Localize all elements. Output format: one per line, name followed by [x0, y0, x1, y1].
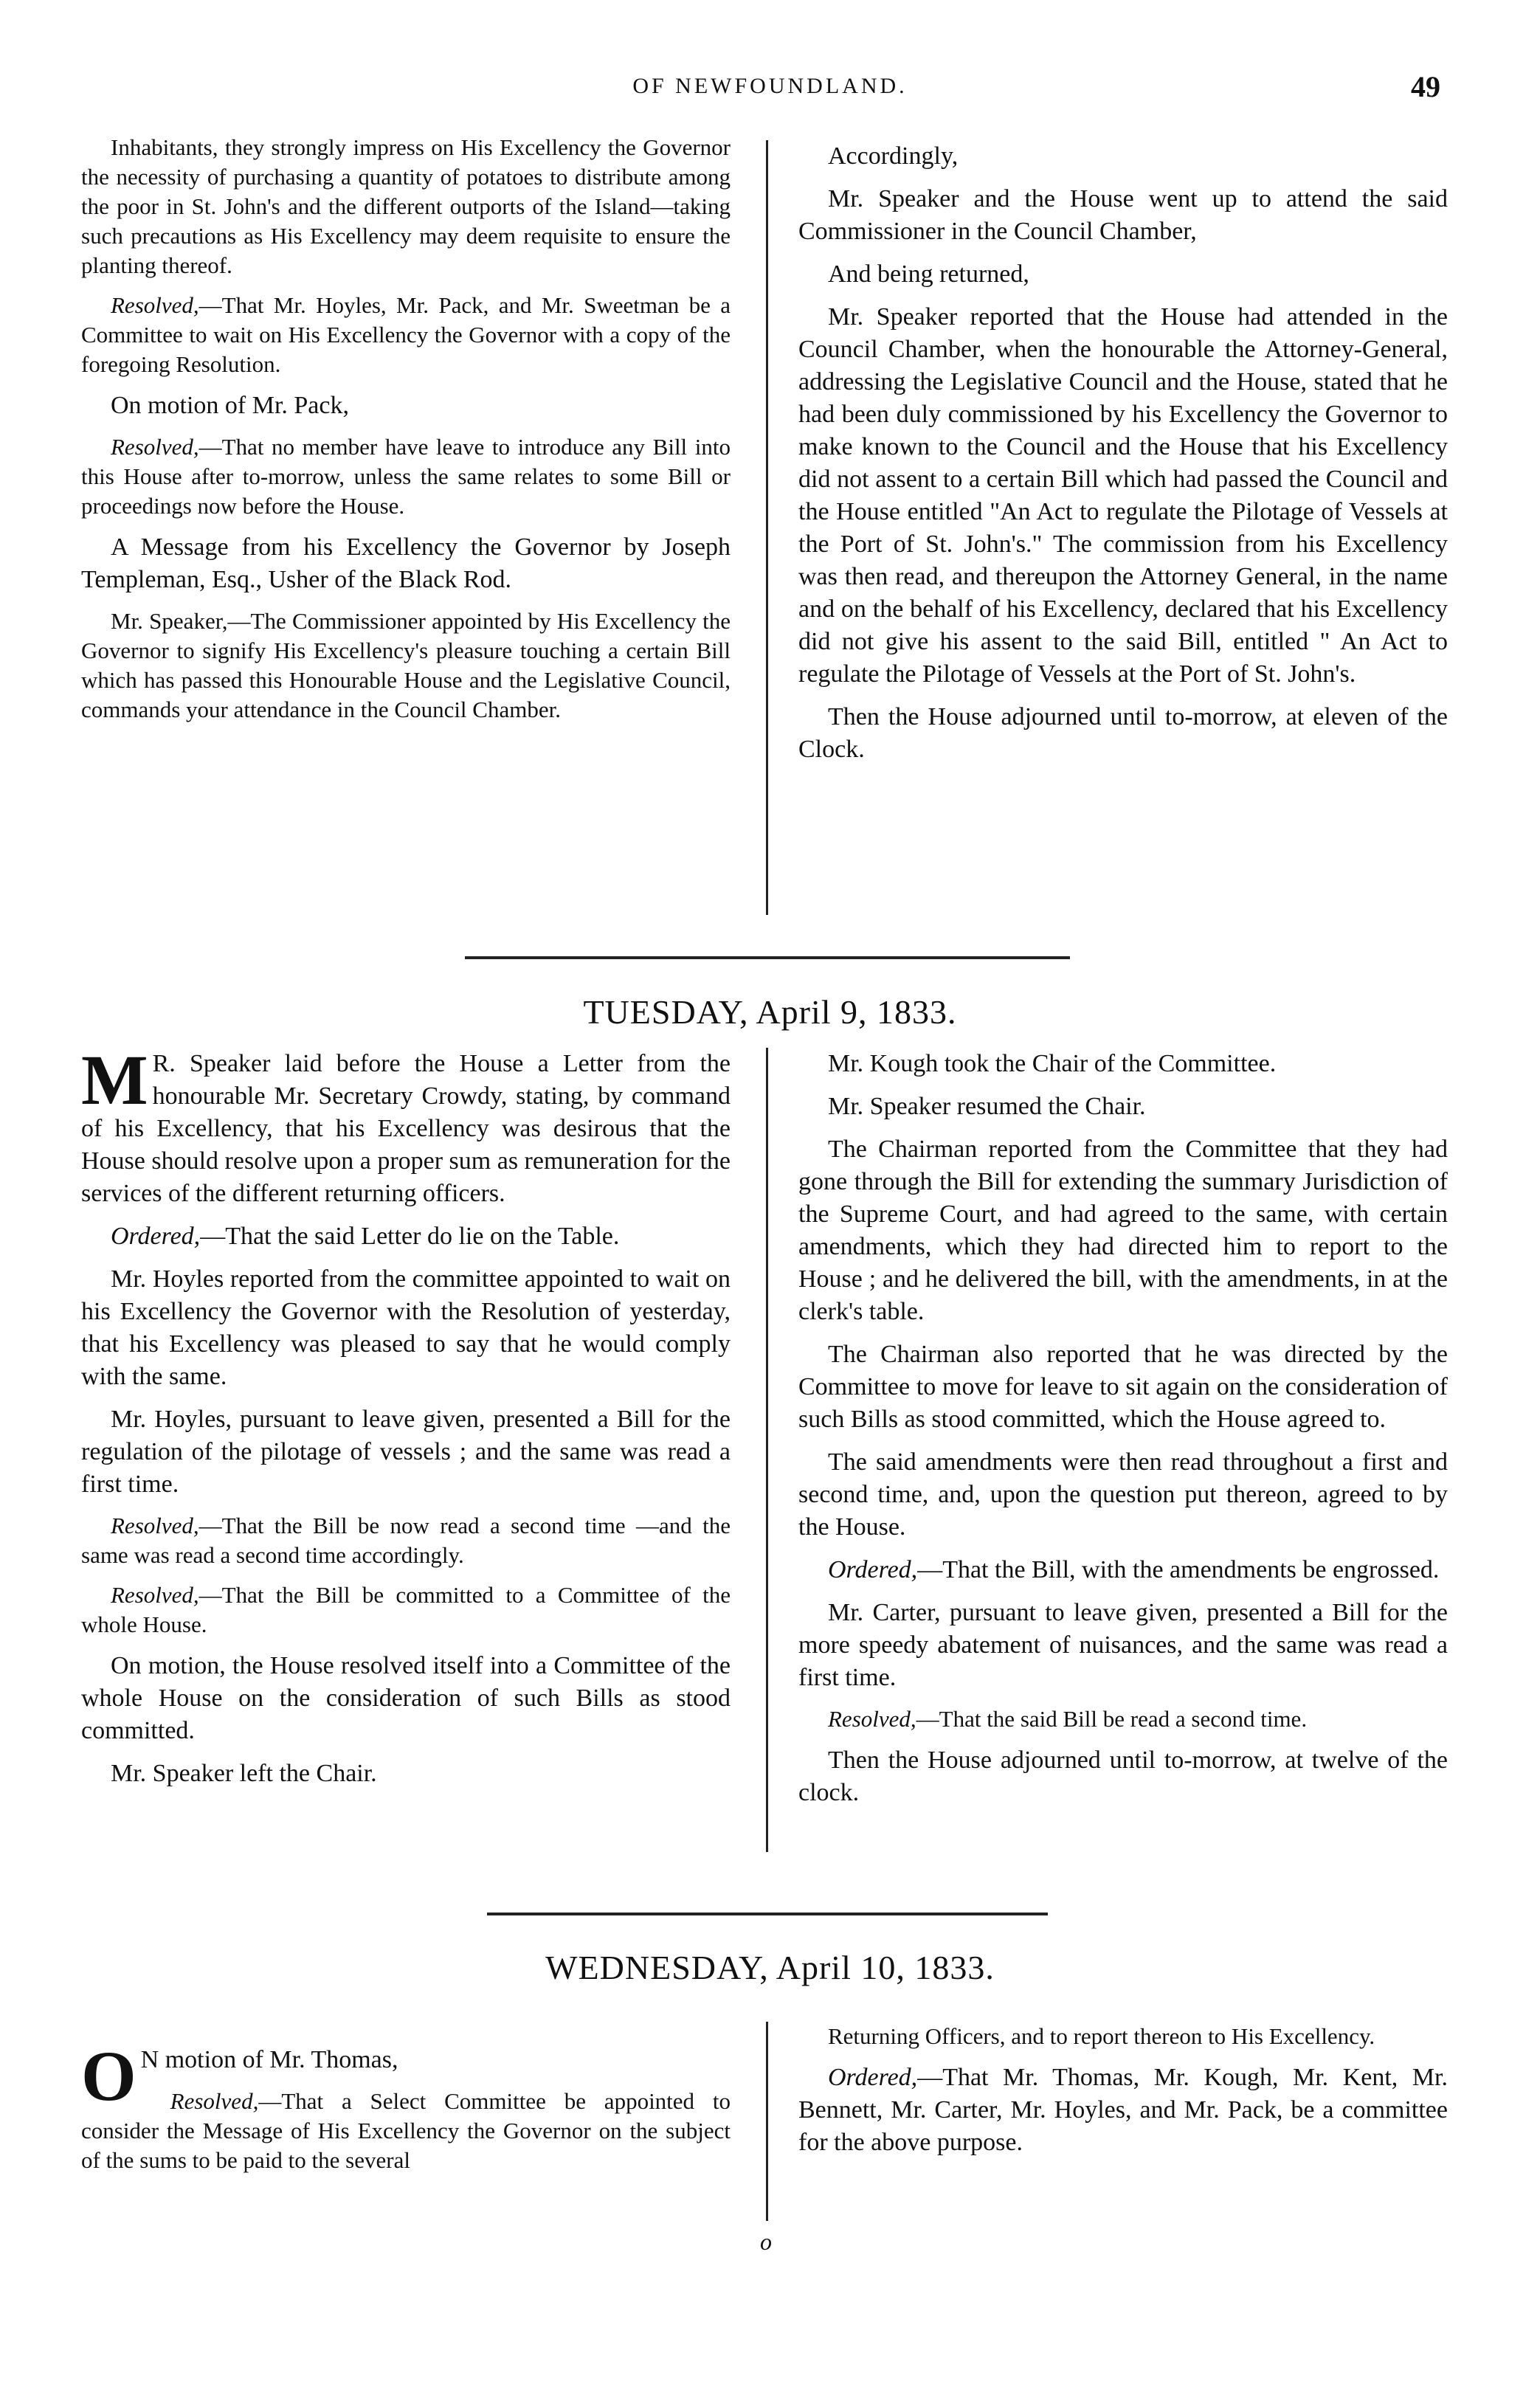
paragraph	[81, 1403, 731, 1501]
paragraph	[81, 1040, 731, 1210]
column-divider	[766, 2022, 768, 2221]
resolution-lead: Ordered,	[828, 2064, 918, 2091]
paragraph	[81, 607, 731, 725]
paragraph-text: —That Mr. Hoyles, Mr. Pack, and Mr. Sweetman be a Committee to wait on His Excellency the Governor with a copy of the foregoing Resolution.	[81, 292, 731, 377]
paragraph-text: Mr. Hoyles reported from the committee appointed to wait on his Excellency the Governor with the Resolution of yesterday, that his Excellency was pleased to say that he would comply with the same.	[81, 1265, 731, 1390]
paragraph-text: —That a Select Committee be appointed to consider the Message of His Excellency the Governor on the subject of the sums to be paid to the several	[81, 2088, 731, 2173]
wednesday-left-column	[81, 2036, 731, 2186]
resolution-lead: Resolved,	[111, 434, 199, 460]
paragraph	[798, 1597, 1448, 1694]
paragraph	[798, 183, 1448, 248]
paragraph	[798, 258, 1448, 291]
paragraph	[798, 1091, 1448, 1123]
paragraph	[798, 301, 1448, 691]
paragraph-text: Mr. Speaker reported that the House had attended in the Council Chamber, when the honourable the Attorney-General, addressing the Legislative Council and the House, stated that he had been duly commissioned by his Excellency the Governor to make known to the Council and the House that his Excellency did not assent to a certain Bill which had passed the Council and the House entitled "An Act to regulate the Pilotage of Vessels at the Port of St. John's." The commission from his Excellency was then read, and thereupon the Attorney General, in the name and on the behalf of his Excellency, declared that his Excellency did not give his assent to the said Bill, entitled " An Act to regulate the Pilotage of Vessels at the Port of St. John's.	[798, 303, 1448, 688]
paragraph-text: Mr. Carter, pursuant to leave given, presented a Bill for the more speedy abatement of nuisances, and the same was read a first time.	[798, 1599, 1448, 1691]
tuesday-heading: TUESDAY, April 9, 1833.	[583, 993, 957, 1031]
drop-cap: M	[81, 1040, 148, 1119]
paragraph-text: Returning Officers, and to report thereon to His Excellency.	[828, 2023, 1375, 2049]
paragraph-text: Mr. Kough took the Chair of the Committee.	[828, 1050, 1277, 1077]
paragraph	[81, 1650, 731, 1747]
paragraph	[81, 1758, 731, 1790]
paragraph	[81, 390, 731, 422]
paragraph-text: Mr. Speaker and the House went up to attend the said Commissioner in the Council Chamber,	[798, 185, 1448, 245]
paragraph	[81, 1220, 731, 1253]
tuesday-right-column	[798, 1048, 1448, 1820]
signature-mark: o	[760, 2228, 772, 2255]
paragraph-text: N motion of Mr. Thomas,	[140, 2046, 398, 2073]
paragraph	[798, 1048, 1448, 1080]
paragraph-text: —That the said Letter do lie on the Table.	[200, 1223, 620, 1250]
resolution-lead: Resolved,	[111, 1582, 199, 1608]
paragraph	[81, 2087, 731, 2175]
paragraph	[798, 1338, 1448, 1436]
paragraph-text: —That Mr. Thomas, Mr. Kough, Mr. Kent, Mr. Bennett, Mr. Carter, Mr. Hoyles, and Mr. Pack, be a committee for the above purpose.	[798, 2064, 1448, 2156]
paragraph-text: —That no member have leave to introduce any Bill into this House after to-morrow, unless the same relates to some Bill or proceedings now before the House.	[81, 434, 731, 519]
column-divider	[766, 1048, 768, 1852]
resolution-lead: Resolved,	[111, 292, 199, 318]
section-rule	[487, 1913, 1048, 1915]
tuesday-left-column	[81, 1040, 731, 1800]
paragraph	[798, 1554, 1448, 1586]
paragraph	[798, 1704, 1448, 1734]
resolution-lead: Ordered,	[828, 1556, 918, 1583]
paragraph	[81, 291, 731, 379]
paragraph	[798, 1446, 1448, 1544]
paragraph-text: Mr. Speaker left the Chair.	[111, 1760, 377, 1787]
paragraph-text: Accordingly,	[828, 142, 959, 170]
page-header	[0, 70, 1540, 118]
paragraph	[798, 2062, 1448, 2159]
paragraph-text: Then the House adjourned until to-morrow, at eleven of the Clock.	[798, 703, 1448, 763]
paragraph	[798, 1744, 1448, 1809]
resolution-lead: Resolved,	[111, 1513, 199, 1538]
paragraph-text: On motion of Mr. Pack,	[111, 392, 349, 419]
top-right-column	[798, 140, 1448, 776]
paragraph-text: Inhabitants, they strongly impress on His Excellency the Governor the necessity of purchasing a quantity of potatoes to distribute among the poor in St. John's and the different outports of the Island—taking such precautions as His Excellency may deem requisite to ensure the planting thereof.	[81, 134, 731, 278]
running-title: OF NEWFOUNDLAND.	[632, 74, 908, 98]
resolution-lead: Ordered,	[111, 1223, 201, 1250]
paragraph-text: R. Speaker laid before the House a Letter from the honourable Mr. Secretary Crowdy, stating, by command of his Excellency, that his Excellency was desirous that the House should resolve upon a proper sum as remuneration for the services of the different returning officers.	[81, 1050, 731, 1207]
paragraph-text: —That the Bill, with the amendments be engrossed.	[917, 1556, 1440, 1583]
resolution-lead: Resolved,	[828, 1706, 916, 1732]
page-number: 49	[1411, 70, 1440, 103]
paragraph-text: And being returned,	[828, 260, 1029, 288]
top-left-column	[81, 133, 731, 735]
paragraph-text: The Chairman reported from the Committee that they had gone through the Bill for extending the summary Jurisdiction of the Supreme Court, and had agreed to the same, with certain amendments, which they had directed him to report to the House ; and he delivered the bill, with the amendments, in at the clerk's table.	[798, 1136, 1448, 1325]
wednesday-right-column	[798, 2022, 1448, 2169]
paragraph-text: On motion, the House resolved itself into a Committee of the whole House on the consideration of such Bills as stood committed.	[81, 1652, 731, 1744]
paragraph	[798, 1133, 1448, 1328]
paragraph	[798, 701, 1448, 766]
wednesday-heading: WEDNESDAY, April 10, 1833.	[545, 1949, 995, 1986]
paragraph-text: Then the House adjourned until to-morrow, at twelve of the clock.	[798, 1746, 1448, 1806]
paragraph	[81, 1511, 731, 1570]
paragraph-text: —That the Bill be committed to a Committee of the whole House.	[81, 1582, 731, 1637]
column-divider	[766, 140, 768, 915]
paragraph-text: A Message from his Excellency the Governor by Joseph Templeman, Esq., Usher of the Black Rod.	[81, 533, 731, 593]
paragraph-text: Mr. Speaker resumed the Chair.	[828, 1093, 1146, 1120]
paragraph	[81, 432, 731, 521]
paragraph-text: —That the Bill be now read a second time —and the same was read a second time accordingly.	[81, 1513, 731, 1568]
paragraph	[81, 1580, 731, 1640]
drop-cap: O	[81, 2036, 137, 2115]
paragraph-text: The Chairman also reported that he was directed by the Committee to move for leave to sit again on the consideration of such Bills as stood committed, which the House agreed to.	[798, 1341, 1448, 1433]
section-rule	[465, 956, 1070, 959]
paragraph	[81, 133, 731, 280]
paragraph-text: The said amendments were then read throughout a first and second time, and, upon the question put thereon, agreed to by the House.	[798, 1448, 1448, 1541]
paragraph	[798, 2022, 1448, 2051]
paragraph-text: —That the said Bill be read a second time.	[916, 1706, 1308, 1732]
paragraph	[81, 1263, 731, 1393]
paragraph	[81, 531, 731, 596]
paragraph-text: Mr. Speaker,—The Commissioner appointed by His Excellency the Governor to signify His Excellency's pleasure touching a certain Bill which has passed this Honourable House and the Legislative Council, commands your attendance in the Council Chamber.	[81, 608, 731, 722]
paragraph-text: Mr. Hoyles, pursuant to leave given, presented a Bill for the regulation of the pilotage of vessels ; and the same was read a first time.	[81, 1406, 731, 1498]
paragraph	[798, 140, 1448, 173]
resolution-lead: Resolved,	[170, 2088, 259, 2114]
